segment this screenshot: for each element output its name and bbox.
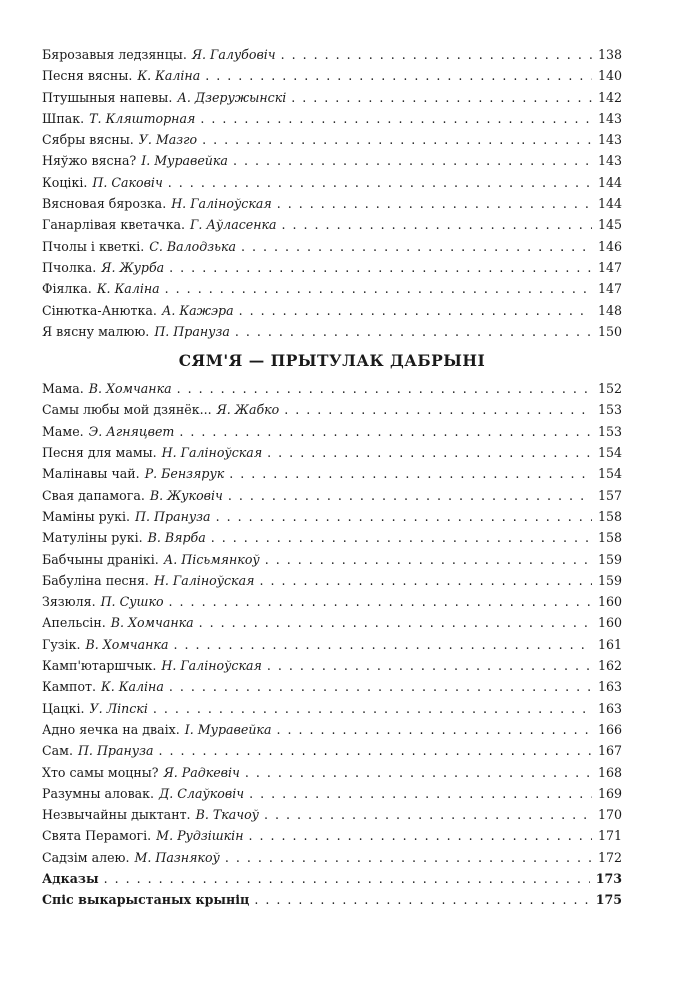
dot-leader — [291, 87, 592, 108]
entry-author: К. Каліна — [96, 281, 160, 297]
entry-title: Садзім алею. — [42, 849, 130, 865]
entry-author: В. Хомчанка — [85, 636, 169, 652]
dot-leader — [233, 150, 592, 171]
dot-leader — [169, 257, 592, 278]
entry-title: Матуліны рукі. — [42, 530, 143, 546]
entry-author: Н. Галіноўская — [171, 196, 272, 212]
entry-author: І. Муравейка — [141, 153, 228, 169]
entry-page-number: 148 — [597, 302, 622, 318]
toc-entry[interactable] — [42, 762, 622, 783]
entry-author: Г. Аўласенка — [189, 217, 277, 233]
entry-page-number: 146 — [597, 238, 622, 254]
entry-author: М. Пазнякоў — [134, 849, 220, 865]
dot-leader — [168, 172, 592, 193]
entry-title: Свая дапамога. — [42, 487, 145, 503]
toc-entry[interactable] — [42, 442, 622, 463]
entry-title: Песня вясны. — [42, 68, 133, 84]
entry-author: П. Саковіч — [92, 174, 163, 190]
entry-author: К. Каліна — [101, 679, 164, 695]
entry-title: Незвычайны дыктант. — [42, 807, 191, 823]
toc-entry[interactable] — [42, 300, 622, 321]
dot-leader — [165, 278, 592, 299]
toc-entry[interactable] — [42, 825, 622, 846]
toc-entry[interactable] — [42, 506, 622, 527]
entry-author: Я. Радкевіч — [163, 764, 240, 780]
entry-title: Цацкі. — [42, 700, 85, 716]
toc-entry[interactable] — [42, 129, 622, 150]
dot-leader — [216, 506, 592, 527]
entry-title: Бярозавыя ледзянцы. — [42, 47, 187, 62]
entry-author: А. Дзеружынскі — [177, 89, 287, 105]
entry-page-number: 138 — [597, 47, 622, 62]
entry-page-number: 160 — [597, 594, 622, 610]
entry-page-number: 142 — [597, 89, 622, 105]
toc-entry[interactable] — [42, 549, 622, 570]
toc-entry[interactable] — [42, 193, 622, 214]
entry-page-number: 154 — [597, 466, 622, 482]
entry-title: Няўжо вясна? — [42, 153, 137, 169]
entry-page-number: 170 — [597, 807, 622, 823]
dot-leader — [241, 236, 592, 257]
toc-entry[interactable] — [42, 236, 622, 257]
entry-title: Камп'ютаршчык. — [42, 658, 157, 674]
dot-leader — [225, 847, 592, 868]
entry-title: Шпак. — [42, 110, 85, 126]
entry-page-number: 143 — [597, 153, 622, 169]
entry-page-number: 145 — [597, 217, 622, 233]
entry-title: Самы любы мой дзянёк... — [42, 402, 212, 418]
entry-title: Пчолка. — [42, 259, 97, 275]
dot-leader — [267, 655, 592, 676]
entry-page-number: 159 — [597, 572, 622, 588]
entry-page-number: 158 — [597, 530, 622, 546]
entry-title: Птушыныя напевы. — [42, 89, 173, 105]
entry-author: І. Муравейка — [184, 721, 272, 737]
entry-title: Свята Перамогі. — [42, 828, 152, 844]
entry-author: А. Пісьмянкоў — [163, 551, 260, 567]
dot-leader — [179, 421, 592, 442]
toc-entry[interactable] — [42, 740, 622, 761]
entry-page-number: 144 — [597, 196, 622, 212]
toc-entry[interactable] — [42, 719, 622, 740]
toc-entry[interactable] — [42, 257, 622, 278]
entry-page-number: 172 — [597, 849, 622, 865]
dot-leader — [264, 804, 592, 825]
entry-author: С. Валодзька — [149, 238, 236, 254]
toc-entry[interactable] — [42, 321, 622, 342]
entry-title: Бабчыны дранікі. — [42, 551, 159, 567]
dot-leader — [245, 762, 592, 783]
entry-author: П. Прануза — [154, 323, 230, 339]
entry-author: В. Жуковіч — [149, 487, 223, 503]
entry-title: Коцікі. — [42, 174, 88, 190]
entry-author: М. Рудзішкін — [156, 828, 244, 844]
dot-leader — [104, 868, 590, 889]
entry-author: К. Каліна — [137, 68, 201, 84]
entry-page-number: 150 — [597, 323, 622, 339]
entry-page-number: 166 — [597, 721, 622, 737]
dot-leader — [211, 527, 592, 548]
entry-page-number: 153 — [597, 423, 622, 439]
entry-page-number: 168 — [597, 764, 622, 780]
entry-page-number: 171 — [597, 828, 622, 844]
dot-leader — [169, 676, 592, 697]
entry-title: Зязюля. — [42, 594, 96, 610]
entry-page-number: 175 — [595, 892, 622, 908]
toc-entry[interactable] — [42, 570, 622, 591]
entry-author: П. Прануза — [77, 743, 154, 759]
entry-title: Фіялка. — [42, 281, 92, 297]
toc-entry[interactable] — [42, 463, 622, 484]
dot-leader — [228, 485, 592, 506]
entry-page-number: 169 — [597, 785, 622, 801]
entry-author: В. Вярба — [147, 530, 206, 546]
entry-title: Вясновая бярозка. — [42, 196, 167, 212]
entry-author: Т. Кляшторная — [89, 110, 196, 126]
entry-title: Спіс выкарыстаных крыніц — [42, 892, 250, 908]
toc-entry[interactable] — [42, 378, 622, 399]
dot-leader — [249, 825, 592, 846]
entry-page-number: 147 — [597, 281, 622, 297]
toc-entry[interactable] — [42, 278, 622, 299]
dot-leader — [202, 129, 592, 150]
dot-leader — [158, 740, 591, 761]
entry-title: Маме. — [42, 423, 84, 439]
dot-leader — [169, 591, 592, 612]
toc-entry[interactable] — [42, 527, 622, 548]
entry-title: Сам. — [42, 743, 73, 759]
entry-title: Маміны рукі. — [42, 508, 131, 524]
toc-entry[interactable] — [42, 868, 622, 889]
dot-leader — [199, 612, 592, 633]
entry-page-number: 143 — [597, 110, 622, 126]
entry-author: П. Сушко — [100, 594, 164, 610]
dot-leader — [200, 108, 592, 129]
entry-page-number: 167 — [597, 743, 622, 759]
entry-title: Разумны аловак. — [42, 785, 155, 801]
dot-leader — [282, 214, 592, 235]
entry-title: Адказы — [42, 870, 99, 886]
entry-page-number: 144 — [597, 174, 622, 190]
toc-entry[interactable] — [42, 612, 622, 633]
entry-title: Адно яечка на дваіх. — [42, 721, 180, 737]
entry-page-number: 154 — [597, 445, 622, 461]
entry-author: Я. Галубовіч — [191, 47, 276, 62]
entry-author: Н. Галіноўская — [153, 572, 255, 588]
entry-page-number: 163 — [597, 700, 622, 716]
entry-page-number: 161 — [597, 636, 622, 652]
entry-author: Н. Галіноўская — [161, 658, 262, 674]
dot-leader — [281, 44, 592, 65]
toc-entry[interactable] — [42, 804, 622, 825]
entry-author: В. Ткачоў — [195, 807, 259, 823]
toc-entry[interactable] — [42, 44, 622, 65]
entry-page-number: 157 — [597, 487, 622, 503]
entry-author: П. Прануза — [135, 508, 211, 524]
entry-author: Я. Жабко — [216, 402, 280, 418]
toc-entry[interactable] — [42, 847, 622, 868]
entry-page-number: 147 — [597, 259, 622, 275]
toc-entry[interactable] — [42, 634, 622, 655]
dot-leader — [177, 378, 592, 399]
entry-title: Кампот. — [42, 679, 96, 695]
toc-entry[interactable] — [42, 150, 622, 171]
entry-title: Малінавы чай. — [42, 466, 140, 482]
entry-title: Бабуліна песня. — [42, 572, 149, 588]
entry-author: В. Хомчанка — [88, 381, 172, 397]
entry-title: Сінютка-Анютка. — [42, 302, 157, 318]
toc-entry[interactable] — [42, 655, 622, 676]
dot-leader — [249, 783, 592, 804]
entry-author: А. Кажэра — [161, 302, 234, 318]
dot-leader — [277, 193, 592, 214]
dot-leader — [235, 321, 592, 342]
toc-entry[interactable] — [42, 783, 622, 804]
entry-author: У. Ліпскі — [89, 700, 148, 716]
entry-title: Гузік. — [42, 636, 81, 652]
dot-leader — [276, 719, 591, 740]
entry-title: Сябры вясны. — [42, 132, 134, 148]
entry-page-number: 152 — [597, 381, 622, 397]
entry-title: Пчолы і кветкі. — [42, 238, 145, 254]
dot-leader — [239, 300, 592, 321]
toc-entry[interactable] — [42, 172, 622, 193]
toc-entry[interactable] — [42, 421, 622, 442]
entry-page-number: 162 — [597, 658, 622, 674]
entry-author: Р. Бензярук — [144, 466, 225, 482]
entry-author: Д. Слаўковіч — [159, 785, 245, 801]
entry-title: Песня для мамы. — [42, 445, 157, 461]
entry-author: Н. Галіноўская — [161, 445, 263, 461]
section-heading: СЯМ'Я — ПРЫТУЛАК ДАБРЫНІ — [178, 351, 486, 371]
dot-leader — [229, 463, 592, 484]
entry-page-number: 159 — [597, 551, 622, 567]
entry-page-number: 163 — [597, 679, 622, 695]
dot-leader — [259, 570, 592, 591]
entry-author: У. Мазго — [138, 132, 198, 148]
toc-entry[interactable] — [42, 676, 622, 697]
entry-title: Апельсін. — [42, 615, 106, 631]
dot-leader — [205, 65, 592, 86]
toc-entry[interactable] — [42, 87, 622, 108]
dot-leader — [267, 442, 592, 463]
entry-page-number: 173 — [595, 870, 622, 886]
entry-title: Ганарлівая кветачка. — [42, 217, 185, 233]
dot-leader — [173, 634, 592, 655]
entry-page-number: 143 — [597, 132, 622, 148]
toc-entry[interactable] — [42, 889, 622, 910]
table-of-contents — [42, 44, 622, 911]
entry-author: В. Хомчанка — [110, 615, 194, 631]
toc-entry[interactable] — [42, 65, 622, 86]
entry-page-number: 158 — [597, 508, 622, 524]
dot-leader — [265, 549, 592, 570]
entry-title: Я вясну малюю. — [42, 323, 150, 339]
entry-author: Э. Агняцвет — [88, 423, 175, 439]
entry-title: Хто самы моцны? — [42, 764, 159, 780]
toc-entry[interactable] — [42, 108, 622, 129]
dot-leader — [284, 399, 592, 420]
entry-page-number: 160 — [597, 615, 622, 631]
toc-entry[interactable] — [42, 485, 622, 506]
dot-leader — [254, 889, 589, 910]
toc-entry[interactable] — [42, 698, 622, 719]
entry-author: Я. Журба — [101, 259, 165, 275]
toc-entry[interactable] — [42, 399, 622, 420]
entry-page-number: 140 — [597, 68, 622, 84]
entry-page-number: 153 — [597, 402, 622, 418]
dot-leader — [153, 698, 592, 719]
toc-entry[interactable] — [42, 214, 622, 235]
toc-entry[interactable] — [42, 591, 622, 612]
entry-title: Мама. — [42, 381, 84, 397]
